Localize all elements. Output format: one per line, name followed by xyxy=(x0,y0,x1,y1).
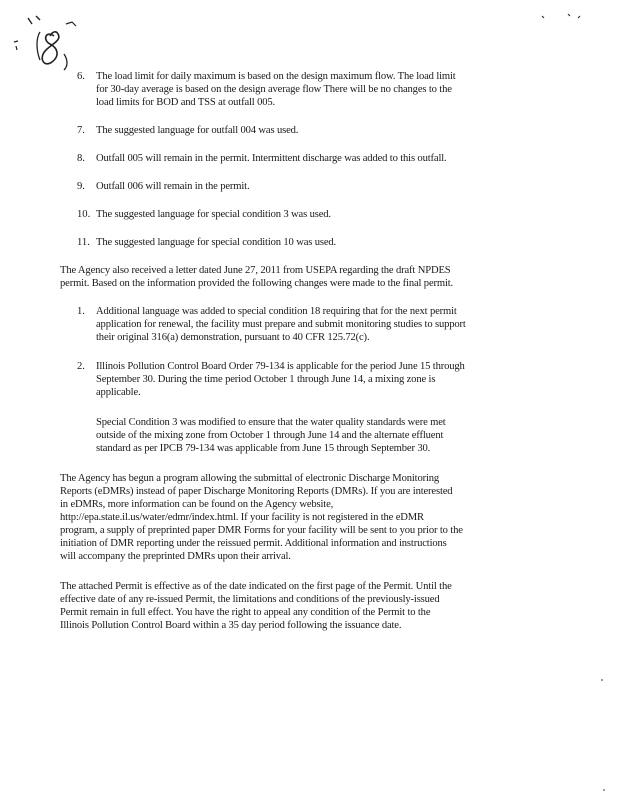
list-number: 10. xyxy=(77,209,91,220)
paragraph-line: will accompany the preprinted DMRs upon their arrival. xyxy=(60,551,291,562)
corner-specks xyxy=(538,8,588,28)
list-item-line: The suggested language for special condition 10 was used. xyxy=(96,237,337,248)
list-number: 7. xyxy=(77,125,85,136)
list-item-line: applicable. xyxy=(96,387,141,398)
paragraph-line: program, a supply of preprinted paper DMR Forms for your facility will be sent to you prior to the xyxy=(60,525,463,536)
paragraph-line: Illinois Pollution Control Board within a 35 day period following the issuance date. xyxy=(60,620,402,631)
list-number: 11. xyxy=(77,237,90,248)
paragraph-line: Special Condition 3 was modified to ensure that the water quality standards were met xyxy=(96,417,446,428)
paragraph-line: The Agency also received a letter dated June 27, 2011 from USEPA regarding the draft NPDES xyxy=(60,265,451,276)
paragraph-line: effective date of any re-issued Permit, the limitations and conditions of the previously-issued xyxy=(60,594,440,605)
list-item-line: The load limit for daily maximum is based on the design maximum flow. The load limit xyxy=(96,71,456,82)
list-item-line: Additional language was added to special condition 18 requiring that for the next permit xyxy=(96,306,457,317)
paragraph-line: outside of the mixing zone from October 1 through June 14 and the alternate effluent xyxy=(96,430,444,441)
list-item-line: for 30-day average is based on the design average flow There will be no changes to the xyxy=(96,84,452,95)
list-item-line: Illinois Pollution Control Board Order 79-134 is applicable for the period June 15 through xyxy=(96,361,465,372)
list-number: 9. xyxy=(77,181,85,192)
paragraph-line: initiation of DMR reporting under the reissued permit. Additional information and instructions xyxy=(60,538,447,549)
paragraph-line: The Agency has begun a program allowing the submittal of electronic Discharge Monitoring xyxy=(60,473,440,484)
list-item-line: their original 316(a) demonstration, pursuant to 40 CFR 125.72(c). xyxy=(96,332,370,343)
list-item-line: Outfall 005 will remain in the permit. Intermittent discharge was added to this outfall. xyxy=(96,153,447,164)
list-number: 6. xyxy=(77,71,85,82)
list-item-line: September 30. During the time period October 1 through June 14, a mixing zone is xyxy=(96,374,436,385)
scan-specks xyxy=(596,660,616,800)
list-number: 2. xyxy=(77,361,85,372)
paragraph-line: in eDMRs, more information can be found on the Agency website, xyxy=(60,499,334,510)
list-item-line: The suggested language for outfall 004 was used. xyxy=(96,125,299,136)
handwritten-mark xyxy=(6,10,86,80)
paragraph-line: http://epa.state.il.us/water/edmr/index.html. If your facility is not registered in the eDMR xyxy=(60,512,424,523)
paragraph-line: standard as per IPCB 79-134 was applicable from June 15 through September 30. xyxy=(96,443,431,454)
list-item-line: Outfall 006 will remain in the permit. xyxy=(96,181,250,192)
list-item-line: The suggested language for special condition 3 was used. xyxy=(96,209,331,220)
paragraph-line: Permit remain in full effect. You have the right to appeal any condition of the Permit to the xyxy=(60,607,431,618)
list-item-line: load limits for BOD and TSS at outfall 005. xyxy=(96,97,276,108)
list-number: 8. xyxy=(77,153,85,164)
paragraph-line: The attached Permit is effective as of the date indicated on the first page of the Permit. Until the xyxy=(60,581,452,592)
paragraph-line: permit. Based on the information provided the following changes were made to the final permit. xyxy=(60,278,454,289)
list-number: 1. xyxy=(77,306,85,317)
list-item-line: application for renewal, the facility must prepare and submit monitoring studies to support xyxy=(96,319,466,330)
paragraph-line: Reports (eDMRs) instead of paper Discharge Monitoring Reports (DMRs). If you are interested xyxy=(60,486,453,497)
